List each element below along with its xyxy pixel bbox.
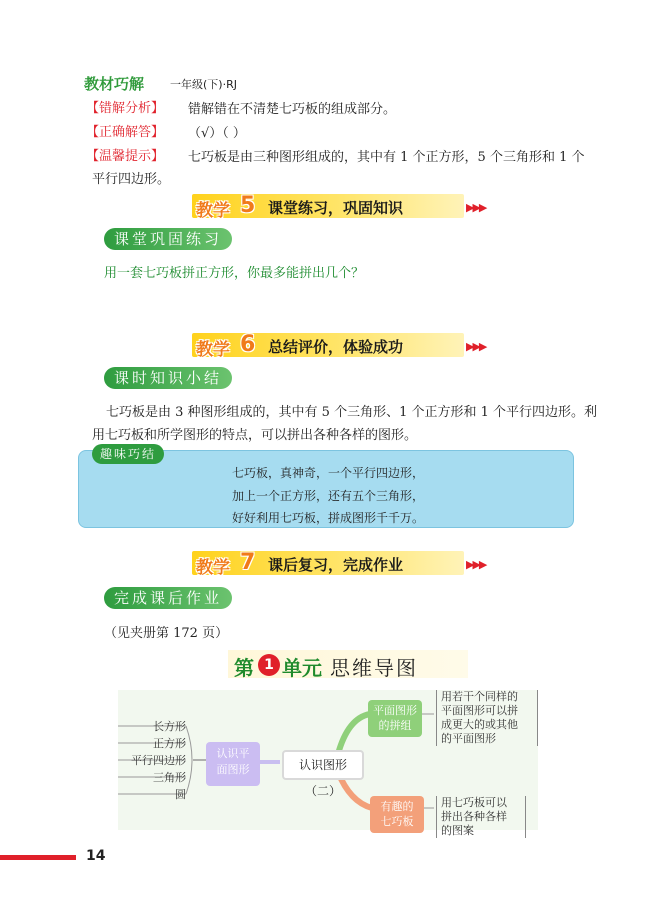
practice-question: 用一套七巧板拼正方形，你最多能拼出几个？ (104, 266, 365, 281)
answer-label: 【正确解答】 (86, 125, 165, 140)
arrow-icon: ▶▶▶ (466, 558, 486, 571)
summary-line2: 用七巧板和所学图形的特点，可以拼出各种各样的图形。 (92, 428, 418, 443)
arrow-icon: ▶▶▶ (466, 340, 486, 353)
band-number-7: 7 (240, 550, 256, 575)
page-number: 14 (86, 848, 106, 864)
fun-rhyme-tag: 趣味巧结 (92, 444, 164, 464)
node-left-line2: 面图形 (216, 763, 250, 776)
footer-red-bar (0, 855, 76, 860)
note-bottom-line2: 拼出各种各样 (441, 810, 507, 823)
tip-label: 【温馨提示】 (86, 149, 165, 164)
leaf-square: 正方形 (153, 737, 186, 750)
unit-title-part1: 第 (234, 656, 254, 680)
band-title-5: 课堂练习，巩固知识 (268, 199, 404, 217)
band-prefix-5: 教学 (196, 201, 230, 221)
band-prefix-6: 教学 (196, 340, 230, 360)
book-subtitle: 一年级(下)·RJ (170, 78, 237, 91)
unit-title-part2: 单元 (282, 656, 322, 680)
analysis-text: 错解错在不清楚七巧板的组成部分。 (188, 102, 397, 117)
pill-classroom-practice: 课堂巩固练习 (104, 228, 232, 250)
node-bottom-line2: 七巧板 (380, 815, 414, 828)
note-top-line3: 成更大的或其他 (441, 718, 518, 731)
note-top-line4: 的平面图形 (441, 732, 496, 745)
leaf-parallelogram: 平行四边形 (131, 754, 186, 767)
fun-line-2: 加上一个正方形，还有五个三角形， (232, 489, 425, 503)
unit-number: 1 (258, 654, 280, 676)
note-top-line1: 用若干个同样的 (441, 690, 518, 703)
book-title: 教材巧解 (84, 75, 145, 93)
unit-title-rest: 思维导图 (330, 656, 418, 680)
leaf-triangle: 三角形 (153, 771, 186, 784)
note-tangram (436, 796, 526, 838)
band-number-5: 5 (240, 193, 256, 218)
fun-line-3: 好好利用七巧板，拼成图形千千万。 (232, 511, 425, 525)
pill-homework: 完成课后作业 (104, 587, 232, 609)
band-title-7: 课后复习，完成作业 (268, 556, 404, 574)
leaf-rectangle: 长方形 (153, 720, 186, 733)
node-recognize-plane-figures (206, 742, 260, 786)
answer-text: （√）（ ） (188, 126, 246, 141)
node-bottom-line1: 有趣的 (380, 800, 414, 813)
analysis-label: 【错解分析】 (86, 101, 165, 116)
node-left-line1: 认识平 (216, 747, 250, 760)
node-center: 认识图形（二） (282, 750, 364, 780)
node-top-line1: 平面图形 (373, 704, 417, 717)
band-prefix-7: 教学 (196, 558, 230, 578)
tip-text-line1: 七巧板是由三种图形组成的，其中有 1 个正方形，5 个三角形和 1 个 (188, 150, 585, 165)
leaf-circle: 圆 (175, 788, 186, 801)
fun-line-1: 七巧板，真神奇，一个平行四边形， (232, 466, 425, 480)
arrow-icon: ▶▶▶ (466, 201, 486, 214)
note-bottom-line1: 用七巧板可以 (441, 796, 507, 809)
summary-line1: 七巧板是由 3 种图形组成的，其中有 5 个三角形、1 个正方形和 1 个平行四边形。利 (106, 405, 598, 420)
homework-reference: （见夹册第 172 页） (104, 626, 229, 641)
pill-lesson-summary: 课时知识小结 (104, 367, 232, 389)
node-top-line2: 的拼组 (378, 719, 412, 732)
tip-text-line2: 平行四边形。 (92, 172, 171, 187)
band-number-6: 6 (240, 332, 256, 357)
node-fun-tangram (370, 796, 424, 833)
band-title-6: 总结评价，体验成功 (268, 338, 404, 356)
note-top-line2: 平面图形可以拼 (441, 704, 518, 717)
note-assembly (436, 690, 538, 746)
node-plane-figure-assembly (368, 700, 422, 737)
note-bottom-line3: 的图案 (441, 824, 474, 837)
